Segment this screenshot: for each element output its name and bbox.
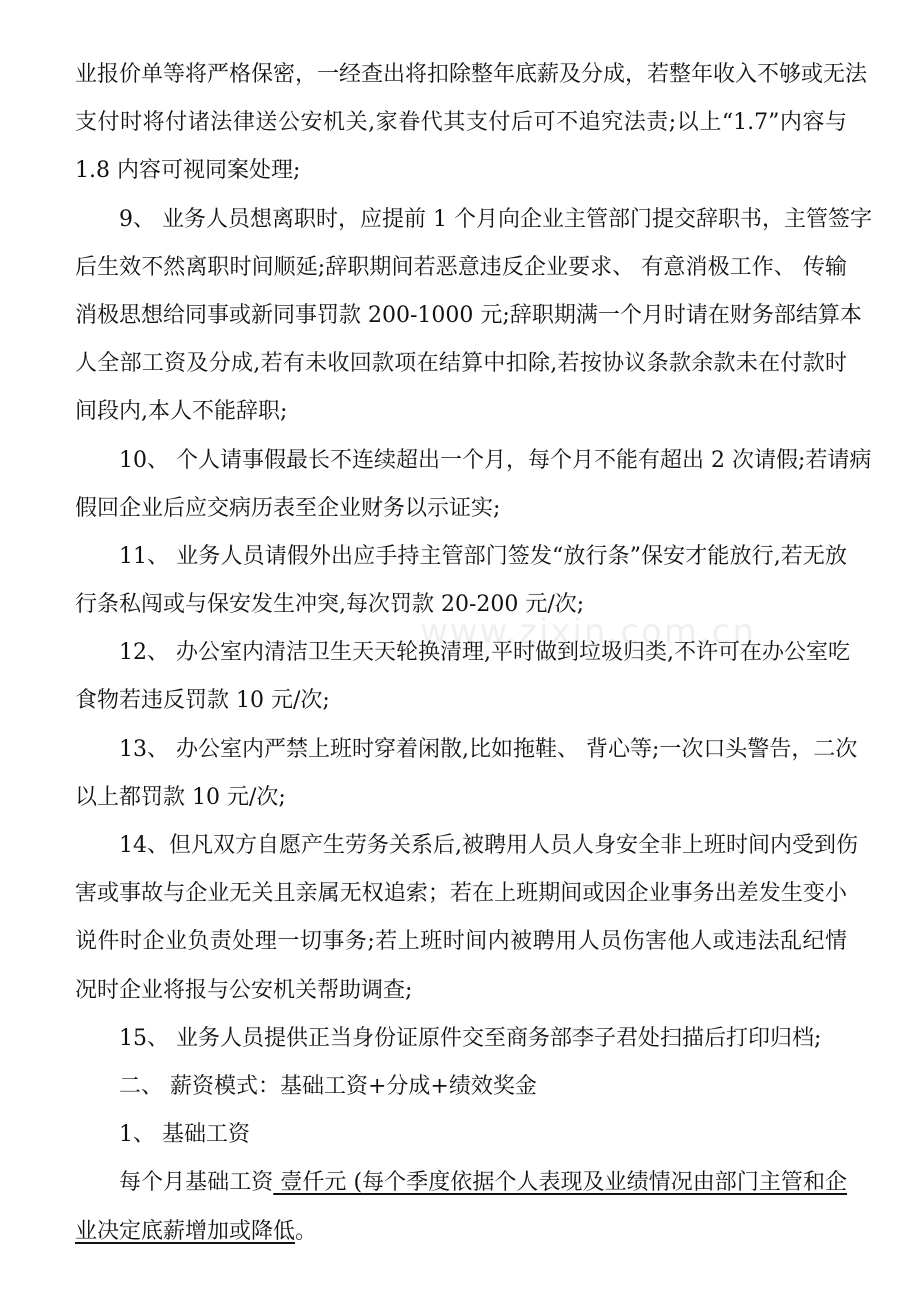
text-line: 况时企业将报与公安机关帮助调查; bbox=[75, 977, 413, 1003]
paragraph-p-13 bbox=[75, 726, 858, 822]
salary-prefix: 每个月基础工资 bbox=[119, 1170, 274, 1196]
text-line: 后生效不然离职时间顺延;辞职期间若恶意违反企业要求、 有意消极工作、 传输 bbox=[75, 254, 847, 280]
salary-note-underlined: 业决定底薪增加或降低 bbox=[75, 1218, 296, 1244]
text-line: 13、 办公室内严禁上班时穿着闲散,比如拖鞋、 背心等;一次口头警告，二次 bbox=[119, 736, 858, 762]
paragraph-p-15 bbox=[75, 1015, 847, 1063]
paragraph-base-salary bbox=[75, 1159, 847, 1255]
watermark: www.zixin.com.cn bbox=[420, 612, 756, 652]
text-line: 11、 业务人员请假外出应手持主管部门签发“放行条”保安才能放行,若无放 bbox=[119, 543, 847, 569]
text-line: 14、但凡双方自愿产生劳务关系后,被聘用人员人身安全非上班时间内受到伤 bbox=[119, 833, 858, 858]
document-page bbox=[75, 51, 872, 1256]
text-line bbox=[75, 1159, 847, 1207]
paragraph-h-2-1 bbox=[75, 1111, 847, 1159]
text-line: 1.8 内容可视同案处理; bbox=[75, 158, 301, 184]
paragraph-p-cont bbox=[75, 51, 868, 196]
salary-suffix: 。 bbox=[295, 1218, 318, 1244]
text-line: 1、 基础工资 bbox=[119, 1122, 250, 1148]
text-line: 12、 办公室内清洁卫生天天轮换清理,平时做到垃圾归类,不许可在办公室吃 bbox=[119, 640, 850, 666]
paragraph-p-10 bbox=[75, 437, 872, 533]
paragraph-p-9 bbox=[75, 196, 872, 437]
text-line: 15、 业务人员提供正当身份证原件交至商务部李子君处扫描后打印归档; bbox=[119, 1025, 822, 1051]
text-line: 间段内,本人不能辞职; bbox=[75, 399, 288, 425]
text-line: 说件时企业负责处理一切事务;若上班时间内被聘用人员伤害他人或违法乱纪情 bbox=[75, 929, 847, 955]
text-line: 以上都罚款 10 元/次; bbox=[75, 784, 286, 810]
text-line: 二、 薪资模式：基础工资+分成+绩效奖金 bbox=[119, 1073, 537, 1099]
text-line: 消极思想给同事或新同事罚款 200-1000 元;辞职期满一个月时请在财务部结算本 bbox=[75, 302, 862, 328]
text-line: 行条私闯或与保安发生冲突,每次罚款 20-200 元/次; bbox=[75, 592, 585, 618]
text-line: 10、 个人请事假最长不连续超出一个月，每个月不能有超出 2 次请假;若请病 bbox=[119, 447, 872, 473]
text-line: 业报价单等将严格保密，一经查出将扣除整年底薪及分成，若整年收入不够或无法 bbox=[75, 62, 868, 87]
paragraph-p-11 bbox=[75, 533, 847, 629]
text-line: 9、 业务人员想离职时，应提前 1 个月向企业主管部门提交辞职书，主管签字 bbox=[119, 206, 872, 232]
paragraph-p-12 bbox=[75, 629, 850, 725]
text-line: 害或事故与企业无关且亲属无权追索；若在上班期间或因企业事务出差发生变小 bbox=[75, 881, 847, 907]
text-line: 支付时将付诸法律送公安机关,家眷代其支付后可不追究法责;以上“1.7”内容与 bbox=[75, 110, 847, 136]
text-line bbox=[75, 1208, 847, 1256]
text-line: 食物若违反罚款 10 元/次; bbox=[75, 688, 330, 714]
text-line: 假回企业后应交病历表至企业财务以示证实; bbox=[75, 495, 501, 521]
paragraph-h-2 bbox=[75, 1063, 847, 1111]
salary-amount-underlined: 壹仟元 (每个季度依据个人表现及业绩情况由部门主管和企 bbox=[273, 1170, 847, 1196]
paragraph-p-14 bbox=[75, 822, 858, 1015]
text-line: 人全部工资及分成,若有未收回款项在结算中扣除,若按协议条款余款未在付款时 bbox=[75, 351, 847, 377]
